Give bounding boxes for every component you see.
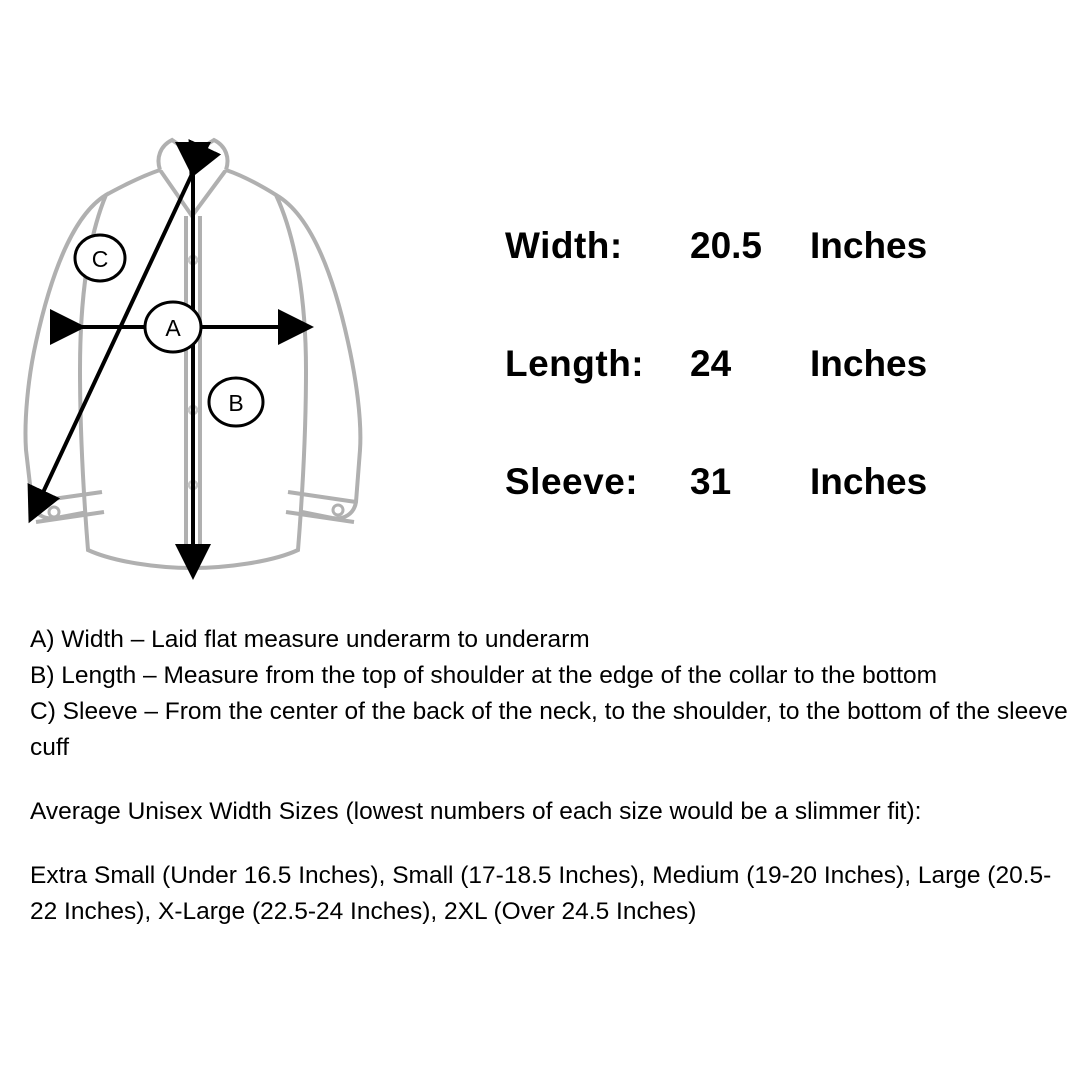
width-label: Width: [505,225,623,266]
average-sizes-text: Extra Small (Under 16.5 Inches), Small (17-18.5 Inches), Medium (19-20 Inches), Large (20.5-22 Inches), X-Large (22.5-24 Inches), 2XL (Over 24.5 Inches) [30,862,1052,925]
callout-a-label: A [165,315,181,341]
width-unit: Inches [810,225,928,266]
sleeve-unit: Inches [810,461,928,502]
average-sizes-heading: Average Unisex Width Sizes (lowest numbers of each size would be a slimmer fit): [30,798,922,825]
measurement-row-sleeve [505,461,1075,579]
measurement-row-width [505,225,1075,343]
callout-b-label: B [228,390,244,416]
callout-c-label: C [91,246,109,272]
length-unit: Inches [810,343,928,384]
measurement-instructions [30,622,1075,930]
measurements-list [505,225,1075,579]
instruction-sleeve: C) Sleeve – From the center of the back of the neck, to the shoulder, to the bottom of the sleeve cuff [30,698,1068,761]
instruction-width: A) Width – Laid flat measure underarm to underarm [30,626,590,653]
measurement-row-length [505,343,1075,461]
sleeve-label: Sleeve: [505,461,639,502]
spacer-2 [30,830,1075,858]
instruction-length: B) Length – Measure from the top of shoulder at the edge of the collar to the bottom [30,662,938,689]
length-value: 24 [690,343,732,384]
sleeve-value: 31 [690,461,732,502]
spacer [30,766,1075,794]
length-label: Length: [505,343,645,384]
width-value: 20.5 [690,225,763,266]
shirt-diagram [10,120,480,600]
